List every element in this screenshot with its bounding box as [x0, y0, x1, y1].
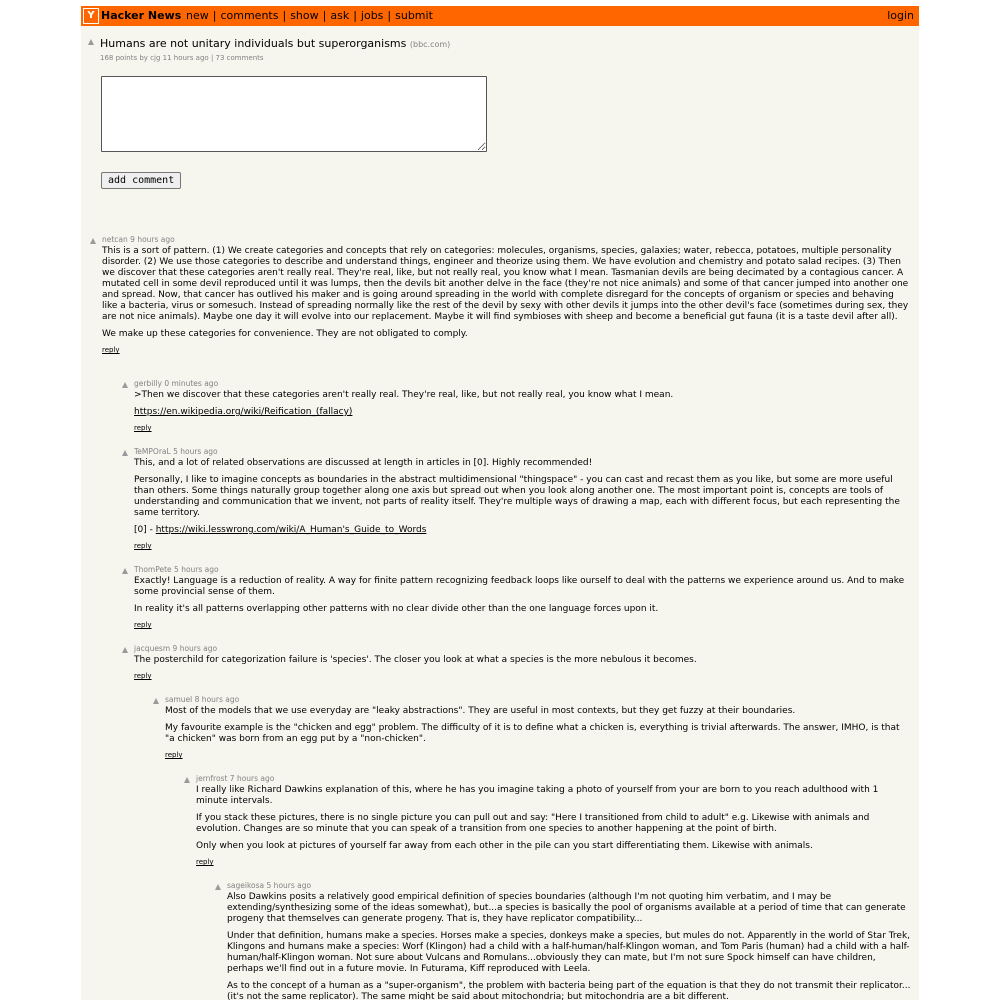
nav-separator: |: [282, 9, 287, 22]
comment-age[interactable]: 9 hours ago: [172, 644, 218, 653]
comment-paragraph: Only when you look at pictures of yourself far away from each other in the pile can you start differentiating them. Likewise with animals.: [196, 841, 813, 851]
comment-text: [165, 706, 912, 745]
upvote-arrow-icon[interactable]: [88, 39, 94, 45]
comment-paragraph: This is a sort of pattern. (1) We create categories and concepts that rely on categories: molecules, organisms, species, galaxies; water, rebecca, potatoes, multiple personality disorder. (2) We use those categories to describe and understand things, engineer and theorize using them. We have evolution and chemistry and potato salad recipes. (3) Then we discover that these categories aren't really real. They're real, like, but not really real, you know what I mean. Tasmanian devils are being decimated by a contagious cancer. A mutated cell in some devil reproduced until it was lumps, then the devils bit another delve in the face (they're not nice animals) and some of that cancer jumped into another one and spread. Now, that cancer has outlived his maker and is going around spreading in the world with complete disregard for the concepts of organism or species and behaving like a bacteria, virus or somesuch. Instead of spreading normally like the rest of the devil by sexy with other devils it jumps into the other devil's face (sometimes during sex, they are not nice animals). Maybe one day it will evolve into our replacement. Maybe it will find symbioses with sheep and become a beneficial gut fauna (it is a taste devil after all).: [102, 246, 909, 322]
comment-text: [134, 458, 912, 536]
comment-paragraph: This, and a lot of related observations are discussed at length in articles in [0]. Highly recommended!: [134, 458, 593, 468]
comment: [102, 234, 912, 354]
comment-header: [134, 564, 912, 576]
comment: [134, 446, 912, 550]
comment-paragraph: [134, 525, 912, 536]
comment-age[interactable]: 5 hours ago: [173, 447, 218, 456]
upvote-arrow-icon[interactable]: [90, 238, 96, 244]
reply-link[interactable]: reply: [134, 621, 152, 629]
nav-separator: |: [212, 9, 217, 22]
nav-separator: |: [353, 9, 357, 22]
upvote-arrow-icon[interactable]: [122, 450, 128, 456]
comment-user[interactable]: sageikosa: [227, 881, 265, 890]
login-link[interactable]: login: [887, 9, 914, 22]
comment: [196, 773, 912, 866]
comment-paragraph: As to the concept of a human as a "super-organism", the problem with bacteria being part of the equation is that they do not transmit their replicator... (it's not the same replicator). The same might be said about mitochondria; but mitochondria are a bit different.: [227, 981, 911, 1000]
reply-link[interactable]: reply: [196, 858, 214, 866]
comment-header: [134, 446, 912, 458]
comment-header: [227, 880, 913, 892]
comment-header: [134, 378, 912, 390]
story-comments-link[interactable]: 73 comments: [215, 54, 264, 62]
nav-submit[interactable]: submit: [395, 9, 433, 22]
comment-textarea[interactable]: [101, 76, 487, 152]
comment-user[interactable]: samuel: [165, 695, 193, 704]
comment-paragraph: Under that definition, humans make a species. Horses make a species, donkeys make a species, but mules do not. Apparently in the world of Star Trek, Klingons and humans make a species: Worf (Klingon) had a child with a half-human/half-Klingon woman, and Tom Paris (human) had a child with a half-human/half-Klingon woman. Not sure about Vulcans and Romulans...obviously they can mate, but I'm not sure Spock himself can have children, perhaps we'll find out in a future movie. In Futurama, Kiff reproduced with Leela.: [227, 931, 911, 974]
nav-separator: |: [387, 9, 392, 22]
comment: [134, 564, 912, 629]
comment-age[interactable]: 7 hours ago: [229, 774, 275, 783]
comment-user[interactable]: jernfrost: [196, 774, 228, 783]
comment-header: [102, 234, 912, 246]
comment-age[interactable]: 9 hours ago: [130, 235, 175, 244]
upvote-arrow-icon[interactable]: [122, 382, 128, 388]
comment-header: [134, 643, 912, 655]
comment: [134, 643, 912, 680]
comment-link[interactable]: https://en.wikipedia.org/wiki/Reification_(fallacy): [134, 407, 353, 417]
reply-link[interactable]: reply: [134, 424, 152, 432]
comment-age[interactable]: 5 hours ago: [266, 881, 312, 890]
comment-user[interactable]: TeMPOraL: [134, 447, 171, 456]
comment-paragraph: [134, 407, 912, 418]
top-navigation-bar: [81, 6, 919, 26]
link-prefix: [0] -: [134, 525, 156, 535]
reply-link[interactable]: reply: [165, 751, 183, 759]
story-user[interactable]: cjg: [150, 54, 161, 62]
comment-paragraph: Most of the models that we use everyday are "leaky abstractions". They are useful in most contexts, but they get fuzzy at their boundaries.: [165, 706, 796, 716]
comment-paragraph: If you stack these pictures, there is no single picture you can pull out and say: "Here I transitioned from child to adult" e.g. Likewise with animals and evolution. Changes are so minute that you can speak of a transition from one species to another happening at the point of birth.: [196, 813, 870, 834]
upvote-arrow-icon[interactable]: [122, 568, 128, 574]
nav-new[interactable]: new: [186, 9, 209, 22]
comment-text: [196, 785, 912, 852]
comment-age[interactable]: 8 hours ago: [194, 695, 240, 704]
comment-link[interactable]: https://wiki.lesswrong.com/wiki/A_Human's_Guide_to_Words: [155, 525, 427, 535]
comment-user[interactable]: gerbilly: [134, 379, 162, 388]
upvote-arrow-icon[interactable]: [184, 777, 190, 783]
comment-user[interactable]: netcan: [102, 235, 128, 244]
upvote-arrow-icon[interactable]: [122, 647, 128, 653]
comment-paragraph: Also Dawkins posits a relatively good empirical definition of species boundaries (although I'm not quoting him verbatim, and I may be extending/synthesizing some of the ideas somewhat), but...a species is basically the pool of organisms available at a period of time that can generate progeny that themselves can generate progeny. That is, they have replicator compatibility...: [227, 892, 906, 924]
story-points: 168 points: [100, 54, 138, 62]
story-title-link[interactable]: Humans are not unitary individuals but superorganisms: [100, 37, 407, 50]
comment-paragraph: My favourite example is the "chicken and egg" problem. The difficulty of it is to define what a chicken is, everything is trivial afterwards. The answer, IMHO, is that "a chicken" was born from an egg put by a "non-chicken".: [165, 723, 900, 744]
comment-header: [196, 773, 912, 785]
by-label: by: [139, 54, 148, 62]
reply-link[interactable]: reply: [102, 346, 120, 354]
comment-paragraph: I really like Richard Dawkins explanation of this, where he has you imagine taking a photo of yourself from your are born to you reach adulthood with 1 minute intervals.: [196, 785, 879, 806]
y-logo-icon[interactable]: Y: [83, 8, 99, 24]
nav-ask[interactable]: ask: [330, 9, 350, 22]
reply-link[interactable]: reply: [134, 672, 152, 680]
comment-age[interactable]: 0 minutes ago: [164, 379, 219, 388]
comment-paragraph: Personally, I like to imagine concepts as boundaries in the abstract multidimensional "thingspace" - you can cast and recast them as you like, but some are more useful than others. Some things naturally group together along one axis but spread out when you look along another one. The most important point is, concepts are tools of understanding and communication that we invent, not parts of reality itself. They're multiple ways of drawing a map, each with different focus, but each representing the same territory.: [134, 475, 900, 518]
story-age[interactable]: 11 hours ago: [162, 54, 209, 62]
comment-paragraph: The posterchild for categorization failure is 'species'. The closer you look at what a species is the more nebulous it becomes.: [134, 655, 697, 665]
nav-separator: |: [322, 9, 327, 22]
site-name[interactable]: Hacker News: [101, 9, 182, 22]
reply-link[interactable]: reply: [134, 542, 152, 550]
comment-text: [102, 246, 912, 340]
comment-paragraph: In reality it's all patterns overlapping other patterns with no clear divide other than the one language forces upon it.: [134, 604, 659, 614]
comment-text: [134, 576, 912, 615]
comment-user[interactable]: ThomPete: [134, 565, 172, 574]
nav-show[interactable]: show: [290, 9, 319, 22]
comment-age[interactable]: 5 hours ago: [174, 565, 219, 574]
comment-text: [227, 892, 913, 1000]
comment-paragraph: Exactly! Language is a reduction of reality. A way for finite pattern recognizing feedback loops like ourself to deal with the patterns we experience around us. And to make some provincial sense of them.: [134, 576, 905, 597]
add-comment-button[interactable]: add comment: [101, 172, 181, 189]
comment-text: [134, 655, 912, 666]
comment-header: [165, 694, 912, 706]
comment: [165, 694, 912, 759]
nav-comments[interactable]: comments: [220, 9, 279, 22]
story-subtext: [100, 54, 264, 62]
comment: [227, 880, 913, 1000]
comment-paragraph: We make up these categories for convenience. They are not obligated to comply.: [102, 329, 468, 339]
comment-text: [134, 390, 912, 418]
upvote-arrow-icon[interactable]: [215, 884, 221, 890]
story-site[interactable]: (bbc.com): [409, 40, 451, 49]
comment: [134, 378, 912, 432]
comment-paragraph: >Then we discover that these categories aren't really real. They're real, like, but not really real, you know what I mean.: [134, 390, 674, 400]
nav-links: [186, 9, 433, 22]
nav-jobs[interactable]: jobs: [360, 9, 384, 22]
story-title-line: [100, 37, 450, 50]
upvote-arrow-icon[interactable]: [153, 698, 159, 704]
page-container: [81, 6, 919, 1000]
subtext-separator: |: [210, 54, 214, 62]
comment-user[interactable]: jacquesm: [134, 644, 171, 653]
